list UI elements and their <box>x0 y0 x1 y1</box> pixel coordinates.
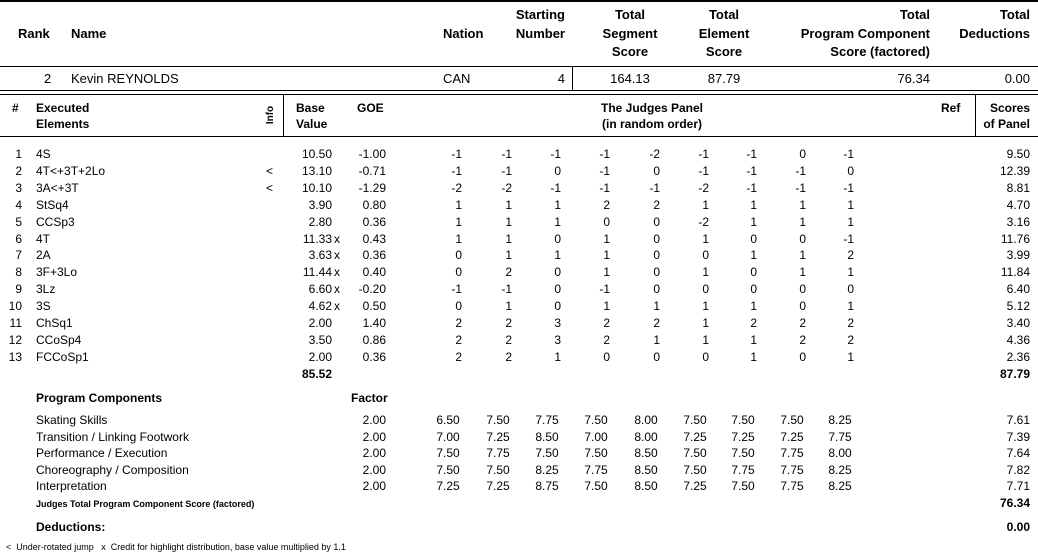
header-tes-3: Score <box>705 44 743 59</box>
skater-ded: 0.00 <box>1004 71 1030 86</box>
element-panel-score: 5.12 <box>1006 299 1030 314</box>
footnote: < Under-rotated jump x Credit for highlight distribution, base value multiplied by 1.1 <box>6 542 346 552</box>
component-factor: 2.00 <box>362 413 386 427</box>
element-panel-score: 11.76 <box>1000 231 1030 246</box>
element-judge-score: 1 <box>702 332 709 347</box>
element-goe: 0.50 <box>362 299 386 314</box>
element-judge-score: 1 <box>750 349 757 364</box>
element-judge-score: -2 <box>649 147 660 161</box>
component-name: Interpretation <box>36 479 107 493</box>
element-num: 3 <box>15 180 22 195</box>
element-x-mark: x <box>334 248 340 263</box>
element-judge-score: -1 <box>843 147 854 161</box>
deductions-value: 0.00 <box>1006 520 1030 534</box>
element-goe: 0.36 <box>362 248 386 263</box>
pcs-total-label: Judges Total Program Component Score (factored) <box>36 499 255 509</box>
skater-rank: 2 <box>44 71 52 86</box>
component-factor: 2.00 <box>362 446 386 460</box>
element-judge-score: 1 <box>702 299 709 314</box>
element-judge-score: 2 <box>505 316 512 330</box>
element-panel-score: 3.40 <box>1006 316 1030 330</box>
element-judge-score: 0 <box>702 349 709 364</box>
total-base-value: 85.52 <box>301 367 332 381</box>
element-name: 3A<+3T <box>36 180 79 195</box>
header-tss-1: Total <box>614 7 646 22</box>
element-base-value: 10.10 <box>301 180 332 195</box>
element-judge-score: -1 <box>599 147 610 161</box>
element-judge-score: 2 <box>455 332 462 347</box>
element-judge-score: 1 <box>750 248 757 263</box>
component-judge-score: 7.50 <box>584 479 608 493</box>
element-judge-score: 2 <box>799 332 806 347</box>
elements-header-executed-2: Elements <box>36 117 90 131</box>
component-factor: 2.00 <box>362 479 386 493</box>
component-judge-score: 7.50 <box>683 413 707 427</box>
element-num: 12 <box>8 332 22 347</box>
element-judge-score: 0 <box>554 231 561 246</box>
component-score: 7.39 <box>1006 429 1030 444</box>
header-nation: Nation <box>443 26 484 41</box>
component-judge-score: 8.25 <box>535 462 559 477</box>
element-judge-score: 0 <box>603 214 610 229</box>
element-judge-score: 1 <box>603 248 610 263</box>
components-factor-header: Factor <box>351 391 388 405</box>
element-judge-score: 1 <box>750 214 757 229</box>
element-judge-score: 2 <box>653 197 660 212</box>
elements-header-base-2: Value <box>296 117 328 131</box>
element-judge-score: 0 <box>653 265 660 280</box>
element-judge-score: -1 <box>599 282 610 297</box>
element-judge-score: -1 <box>599 180 610 195</box>
pcs-total-value: 76.34 <box>999 496 1030 510</box>
element-judge-score: 0 <box>455 299 462 314</box>
element-base-value: 11.33 <box>302 231 332 246</box>
element-base-value: 2.80 <box>308 214 332 229</box>
component-score: 7.71 <box>1006 479 1030 493</box>
element-num: 9 <box>15 282 22 297</box>
element-judge-score: 0 <box>847 163 854 178</box>
element-judge-score: -1 <box>599 163 610 178</box>
element-judge-score: 0 <box>653 349 660 364</box>
element-panel-score: 8.81 <box>1006 180 1030 195</box>
element-judge-score: -2 <box>698 180 709 195</box>
element-judge-score: 1 <box>653 332 660 347</box>
element-judge-score: 1 <box>847 349 854 364</box>
element-judge-score: -1 <box>698 163 709 178</box>
element-judge-score: 0 <box>847 282 854 297</box>
element-judge-score: 1 <box>603 265 610 280</box>
element-name: 3Lz <box>36 282 56 297</box>
component-judge-score: 7.25 <box>436 479 460 493</box>
component-judge-score: 7.50 <box>780 413 804 427</box>
element-judge-score: -1 <box>501 282 512 297</box>
deductions-label: Deductions: <box>36 520 106 534</box>
component-judge-score: 8.50 <box>634 462 658 477</box>
element-judge-score: 1 <box>455 231 462 246</box>
element-judge-score: 0 <box>653 163 660 178</box>
element-judge-score: 2 <box>847 248 854 263</box>
component-judge-score: 7.75 <box>780 462 804 477</box>
element-judge-score: 1 <box>750 332 757 347</box>
element-judge-score: 0 <box>799 349 806 364</box>
component-score: 7.61 <box>1006 413 1030 427</box>
header-starting-1: Starting <box>515 7 565 22</box>
element-judge-score: 0 <box>653 248 660 263</box>
component-judge-score: 8.50 <box>634 479 658 493</box>
component-judge-score: 7.50 <box>731 446 755 460</box>
element-judge-score: 0 <box>750 231 757 246</box>
component-judge-score: 7.50 <box>731 413 755 427</box>
element-judge-score: 2 <box>603 316 610 330</box>
element-judge-score: -1 <box>795 180 806 195</box>
element-goe: -0.71 <box>358 163 386 178</box>
component-name: Performance / Execution <box>36 446 168 460</box>
component-judge-score: 7.75 <box>584 462 608 477</box>
element-x-mark: x <box>334 265 340 280</box>
element-judge-score: 2 <box>505 265 512 280</box>
header-name: Name <box>71 26 107 41</box>
component-judge-score: 7.50 <box>486 462 510 477</box>
element-judge-score: 1 <box>505 248 512 263</box>
skater-nation: CAN <box>443 71 471 86</box>
element-goe: 0.36 <box>362 349 386 364</box>
component-judge-score: 7.50 <box>584 413 608 427</box>
element-name: 4S <box>36 147 51 161</box>
element-judge-score: -1 <box>746 180 757 195</box>
element-judge-score: 2 <box>847 316 854 330</box>
element-base-value: 2.00 <box>308 349 332 364</box>
element-base-value: 11.44 <box>302 265 332 280</box>
element-judge-score: 1 <box>799 248 806 263</box>
element-judge-score: 0 <box>750 282 757 297</box>
element-judge-score: 0 <box>799 147 806 161</box>
element-name: 4T <box>36 231 51 246</box>
component-judge-score: 7.50 <box>683 462 707 477</box>
element-judge-score: 1 <box>505 299 512 314</box>
element-judge-score: 2 <box>603 197 610 212</box>
elements-header-base-1: Base <box>296 101 325 115</box>
element-goe: -1.00 <box>358 147 386 161</box>
element-judge-score: -1 <box>698 147 709 161</box>
component-judge-score: 7.25 <box>683 429 707 444</box>
element-num: 10 <box>8 299 22 314</box>
component-judge-score: 7.50 <box>731 479 755 493</box>
element-goe: 0.36 <box>362 214 386 229</box>
element-judge-score: 1 <box>799 197 806 212</box>
component-judge-score: 8.50 <box>634 446 658 460</box>
elements-header-executed-1: Executed <box>36 101 90 115</box>
element-base-value: 2.00 <box>308 316 332 330</box>
element-judge-score: 2 <box>455 349 462 364</box>
element-panel-score: 4.70 <box>1006 197 1030 212</box>
elements-header-panel-2: (in random order) <box>601 117 702 131</box>
element-judge-score: -1 <box>746 147 757 161</box>
component-judge-score: 7.25 <box>486 429 510 444</box>
component-judge-score: 8.25 <box>828 479 852 493</box>
element-judge-score: 1 <box>505 231 512 246</box>
component-judge-score: 7.75 <box>828 429 852 444</box>
element-num: 7 <box>15 248 22 263</box>
element-name: ChSq1 <box>36 316 73 330</box>
element-x-mark: x <box>334 282 340 297</box>
element-judge-score: -1 <box>843 231 854 246</box>
element-name: 2A <box>36 248 51 263</box>
elements-header-scores-2: of Panel <box>983 117 1030 131</box>
element-judge-score: 0 <box>799 231 806 246</box>
element-judge-score: -2 <box>451 180 462 195</box>
element-judge-score: 1 <box>554 248 561 263</box>
element-judge-score: 0 <box>653 231 660 246</box>
element-num: 1 <box>15 147 22 161</box>
component-judge-score: 8.25 <box>828 413 852 427</box>
element-judge-score: -1 <box>746 163 757 178</box>
elements-header-ref: Ref <box>941 101 961 115</box>
component-judge-score: 7.50 <box>683 446 707 460</box>
header-tss-2: Segment <box>602 26 658 41</box>
element-judge-score: -1 <box>451 282 462 297</box>
element-goe: 0.40 <box>362 265 386 280</box>
element-goe: -0.20 <box>358 282 386 297</box>
element-judge-score: 1 <box>554 214 561 229</box>
component-score: 7.64 <box>1006 446 1030 460</box>
component-judge-score: 7.75 <box>780 479 804 493</box>
component-judge-score: 7.25 <box>731 429 755 444</box>
skater-start: 4 <box>557 71 565 86</box>
element-judge-score: 0 <box>455 265 462 280</box>
element-judge-score: 0 <box>603 349 610 364</box>
total-elements-score: 87.79 <box>999 367 1030 381</box>
element-judge-score: 1 <box>847 299 854 314</box>
component-name: Choreography / Composition <box>36 462 189 477</box>
element-judge-score: 1 <box>505 197 512 212</box>
header-starting-2: Number <box>515 26 565 41</box>
element-base-value: 4.62 <box>308 299 332 314</box>
header-ded-2: Deductions <box>959 26 1030 41</box>
element-judge-score: 1 <box>603 299 610 314</box>
element-judge-score: 1 <box>603 231 610 246</box>
component-judge-score: 8.00 <box>634 413 658 427</box>
element-name: FCCoSp1 <box>36 349 89 364</box>
element-name: CCSp3 <box>36 214 75 229</box>
component-judge-score: 7.50 <box>436 462 460 477</box>
element-judge-score: 2 <box>847 332 854 347</box>
element-judge-score: 1 <box>653 299 660 314</box>
component-factor: 2.00 <box>362 429 386 444</box>
component-judge-score: 7.50 <box>584 446 608 460</box>
header-pcs-3: Score (factored) <box>830 44 930 59</box>
component-judge-score: 7.25 <box>486 479 510 493</box>
header-tes-1: Total <box>708 7 740 22</box>
element-judge-score: 2 <box>653 316 660 330</box>
element-judge-score: -1 <box>451 163 462 178</box>
element-judge-score: 1 <box>505 214 512 229</box>
skater-tss: 164.13 <box>610 71 650 86</box>
element-base-value: 10.50 <box>301 147 332 161</box>
elements-header-scores-1: Scores <box>989 101 1030 115</box>
element-panel-score: 4.36 <box>1006 332 1030 347</box>
elements-header-num: # <box>12 101 19 115</box>
element-judge-score: 1 <box>750 197 757 212</box>
elements-header-goe: GOE <box>357 101 384 115</box>
skater-name: Kevin REYNOLDS <box>71 71 179 86</box>
element-judge-score: -1 <box>501 163 512 178</box>
element-judge-score: 0 <box>702 248 709 263</box>
element-judge-score: -2 <box>698 214 709 229</box>
element-judge-score: 2 <box>603 332 610 347</box>
component-score: 7.82 <box>1006 462 1030 477</box>
element-panel-score: 2.36 <box>1006 349 1030 364</box>
element-info: < <box>266 180 274 195</box>
element-judge-score: -1 <box>649 180 660 195</box>
element-judge-score: 0 <box>554 265 561 280</box>
component-judge-score: 7.75 <box>780 446 804 460</box>
component-judge-score: 7.50 <box>436 446 460 460</box>
skater-pcs: 76.34 <box>897 71 930 86</box>
element-judge-score: 0 <box>653 282 660 297</box>
component-name: Transition / Linking Footwork <box>36 429 189 444</box>
element-judge-score: 1 <box>702 197 709 212</box>
element-name: CCoSp4 <box>36 332 82 347</box>
components-title: Program Components <box>36 391 163 405</box>
element-goe: 1.40 <box>362 316 386 330</box>
element-num: 5 <box>15 214 22 229</box>
element-judge-score: -1 <box>501 147 512 161</box>
component-judge-score: 8.25 <box>828 462 852 477</box>
component-judge-score: 8.00 <box>634 429 658 444</box>
element-base-value: 3.90 <box>308 197 332 212</box>
element-judge-score: 0 <box>554 282 561 297</box>
element-name: 3F+3Lo <box>36 265 78 280</box>
element-name: 4T<+3T+2Lo <box>36 163 106 178</box>
element-num: 4 <box>15 197 22 212</box>
element-num: 2 <box>15 163 22 178</box>
element-judge-score: -1 <box>843 180 854 195</box>
element-name: 3S <box>36 299 51 314</box>
component-judge-score: 7.75 <box>731 462 755 477</box>
skater-tes: 87.79 <box>707 71 741 86</box>
element-judge-score: 0 <box>702 282 709 297</box>
element-goe: -1.29 <box>358 180 386 195</box>
element-goe: 0.86 <box>362 332 386 347</box>
component-judge-score: 7.50 <box>535 446 559 460</box>
component-judge-score: 6.50 <box>436 413 460 427</box>
element-judge-score: -2 <box>501 180 512 195</box>
element-goe: 0.80 <box>362 197 386 212</box>
element-info: < <box>266 163 274 178</box>
element-judge-score: -1 <box>451 147 462 161</box>
element-judge-score: 1 <box>847 214 854 229</box>
element-judge-score: -1 <box>550 180 561 195</box>
element-judge-score: 1 <box>702 316 709 330</box>
header-tss-3: Score <box>611 44 649 59</box>
component-judge-score: 8.00 <box>828 446 852 460</box>
element-panel-score: 12.39 <box>999 163 1030 178</box>
element-judge-score: 2 <box>455 316 462 330</box>
element-panel-score: 3.99 <box>1006 248 1030 263</box>
header-tes-2: Element <box>698 26 750 41</box>
element-base-value: 13.10 <box>301 163 332 178</box>
element-judge-score: 1 <box>847 197 854 212</box>
element-judge-score: 1 <box>702 231 709 246</box>
element-panel-score: 9.50 <box>1006 147 1030 161</box>
component-judge-score: 7.75 <box>486 446 510 460</box>
element-judge-score: 0 <box>750 265 757 280</box>
element-judge-score: 1 <box>554 349 561 364</box>
component-judge-score: 7.00 <box>436 429 460 444</box>
component-judge-score: 8.50 <box>535 429 559 444</box>
element-panel-score: 3.16 <box>1006 214 1030 229</box>
component-judge-score: 7.25 <box>683 479 707 493</box>
element-base-value: 3.63 <box>308 248 332 263</box>
element-judge-score: 1 <box>799 214 806 229</box>
element-num: 13 <box>8 349 22 364</box>
elements-header-info: Info <box>265 105 277 125</box>
element-judge-score: 2 <box>750 316 757 330</box>
element-judge-score: 2 <box>505 349 512 364</box>
component-judge-score: 7.00 <box>584 429 608 444</box>
element-name: StSq4 <box>36 197 69 212</box>
element-judge-score: 1 <box>554 197 561 212</box>
component-judge-score: 8.75 <box>535 479 559 493</box>
element-goe: 0.43 <box>362 231 386 246</box>
element-judge-score: 1 <box>455 214 462 229</box>
element-base-value: 3.50 <box>308 332 332 347</box>
element-judge-score: 0 <box>799 282 806 297</box>
element-judge-score: 1 <box>455 197 462 212</box>
element-judge-score: 0 <box>554 163 561 178</box>
element-judge-score: 1 <box>799 265 806 280</box>
element-judge-score: -1 <box>550 147 561 161</box>
header-pcs-2: Program Component <box>800 26 930 41</box>
header-pcs-1: Total <box>899 7 930 22</box>
element-x-mark: x <box>334 299 340 314</box>
element-num: 11 <box>9 316 22 330</box>
element-judge-score: 1 <box>702 265 709 280</box>
element-judge-score: 2 <box>799 316 806 330</box>
element-num: 8 <box>15 265 22 280</box>
element-judge-score: 0 <box>799 299 806 314</box>
element-judge-score: 0 <box>554 299 561 314</box>
element-judge-score: 0 <box>455 248 462 263</box>
header-ded-1: Total <box>999 7 1030 22</box>
component-judge-score: 7.25 <box>780 429 804 444</box>
element-panel-score: 6.40 <box>1006 282 1030 297</box>
element-x-mark: x <box>334 231 340 246</box>
element-judge-score: 3 <box>554 316 561 330</box>
element-num: 6 <box>15 231 22 246</box>
element-judge-score: 1 <box>750 299 757 314</box>
component-judge-score: 7.50 <box>486 413 510 427</box>
element-judge-score: 0 <box>653 214 660 229</box>
element-judge-score: 1 <box>847 265 854 280</box>
component-judge-score: 7.75 <box>535 413 559 427</box>
element-panel-score: 11.84 <box>1000 265 1030 280</box>
header-rank: Rank <box>18 26 50 41</box>
component-factor: 2.00 <box>362 462 386 477</box>
element-judge-score: 2 <box>505 332 512 347</box>
element-judge-score: 3 <box>554 332 561 347</box>
element-judge-score: -1 <box>795 163 806 178</box>
elements-header-panel-1: The Judges Panel <box>600 101 704 115</box>
component-name: Skating Skills <box>36 413 108 427</box>
element-base-value: 6.60 <box>308 282 332 297</box>
